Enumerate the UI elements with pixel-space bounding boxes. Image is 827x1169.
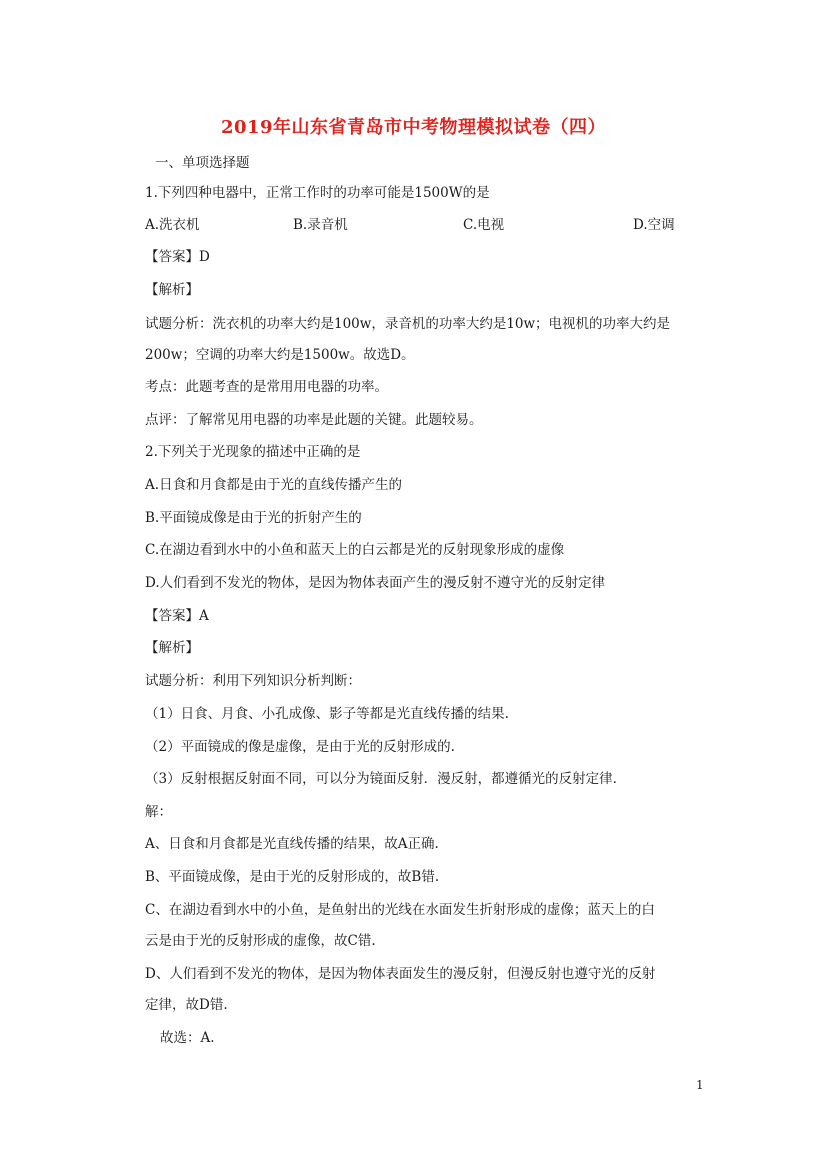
q1-analysis-label: 【解析】 bbox=[145, 282, 199, 298]
q2-option-d: D.人们看到不发光的物体，是因为物体表面产生的漫反射不遵守光的反射定律 bbox=[145, 575, 606, 591]
q2-solution-b: B、平面镜成像，是由于光的反射形成的，故B错. bbox=[145, 869, 440, 885]
q2-option-a: A.日食和月食都是由于光的直线传播产生的 bbox=[145, 477, 403, 493]
q1-analysis-line2: 200w；空调的功率大约是1500w。故选D。 bbox=[145, 347, 415, 363]
q1-option-a: A.洗衣机 bbox=[145, 217, 200, 233]
q2-point-3: （3）反射根据反射面不同，可以分为镜面反射．漫反射，都遵循光的反射定律. bbox=[145, 771, 617, 787]
q2-solution-d-line2: 定律，故D错. bbox=[145, 997, 228, 1013]
q2-answer: 【答案】A bbox=[145, 608, 209, 624]
q2-solution-d-line1: D、人们看到不发光的物体，是因为物体表面发生的漫反射，但漫反射也遵守光的反射 bbox=[145, 966, 656, 982]
q2-stem: 2.下列关于光现象的描述中正确的是 bbox=[145, 444, 361, 460]
q1-option-b: B.录音机 bbox=[293, 217, 348, 233]
q1-option-c: C.电视 bbox=[463, 217, 505, 233]
q1-option-d: D.空调 bbox=[633, 217, 675, 233]
q2-solution-c-line1: C、在湖边看到水中的小鱼，是鱼射出的光线在水面发生折射形成的虚像；蓝天上的白 bbox=[145, 902, 655, 918]
q1-dianping: 点评：了解常见用电器的功率是此题的关键。此题较易。 bbox=[145, 412, 483, 428]
q2-analysis-intro: 试题分析：利用下列知识分析判断： bbox=[145, 673, 361, 689]
q2-option-c: C.在湖边看到水中的小鱼和蓝天上的白云都是光的反射现象形成的虚像 bbox=[145, 542, 565, 558]
q1-analysis-line1: 试题分析：洗衣机的功率大约是100w，录音机的功率大约是10w；电视机的功率大约是 bbox=[145, 316, 671, 332]
q2-point-1: （1）日食、月食、小孔成像、影子等都是光直线传播的结果. bbox=[145, 706, 509, 722]
q1-answer: 【答案】D bbox=[145, 249, 210, 265]
page-title: 2019年山东省青岛市中考物理模拟试卷（四） bbox=[220, 117, 607, 138]
q2-analysis-label: 【解析】 bbox=[145, 640, 199, 656]
q2-conclusion: 故选：A. bbox=[160, 1030, 215, 1046]
q2-solution-a: A、日食和月食都是光直线传播的结果，故A正确. bbox=[145, 836, 439, 852]
q2-solution-c-line2: 云是由于光的反射形成的虚像，故C错. bbox=[145, 933, 376, 949]
q2-point-2: （2）平面镜成的像是虚像，是由于光的反射形成的. bbox=[145, 739, 455, 755]
q2-option-b: B.平面镜成像是由于光的折射产生的 bbox=[145, 510, 362, 526]
section-heading: 一、单项选择题 bbox=[155, 155, 250, 171]
page-number: 1 bbox=[696, 1078, 704, 1092]
q1-kaodian: 考点：此题考查的是常用用电器的功率。 bbox=[145, 379, 388, 395]
q1-stem: 1.下列四种电器中，正常工作时的功率可能是1500W的是 bbox=[145, 185, 490, 201]
q2-solution-label: 解： bbox=[145, 804, 172, 820]
